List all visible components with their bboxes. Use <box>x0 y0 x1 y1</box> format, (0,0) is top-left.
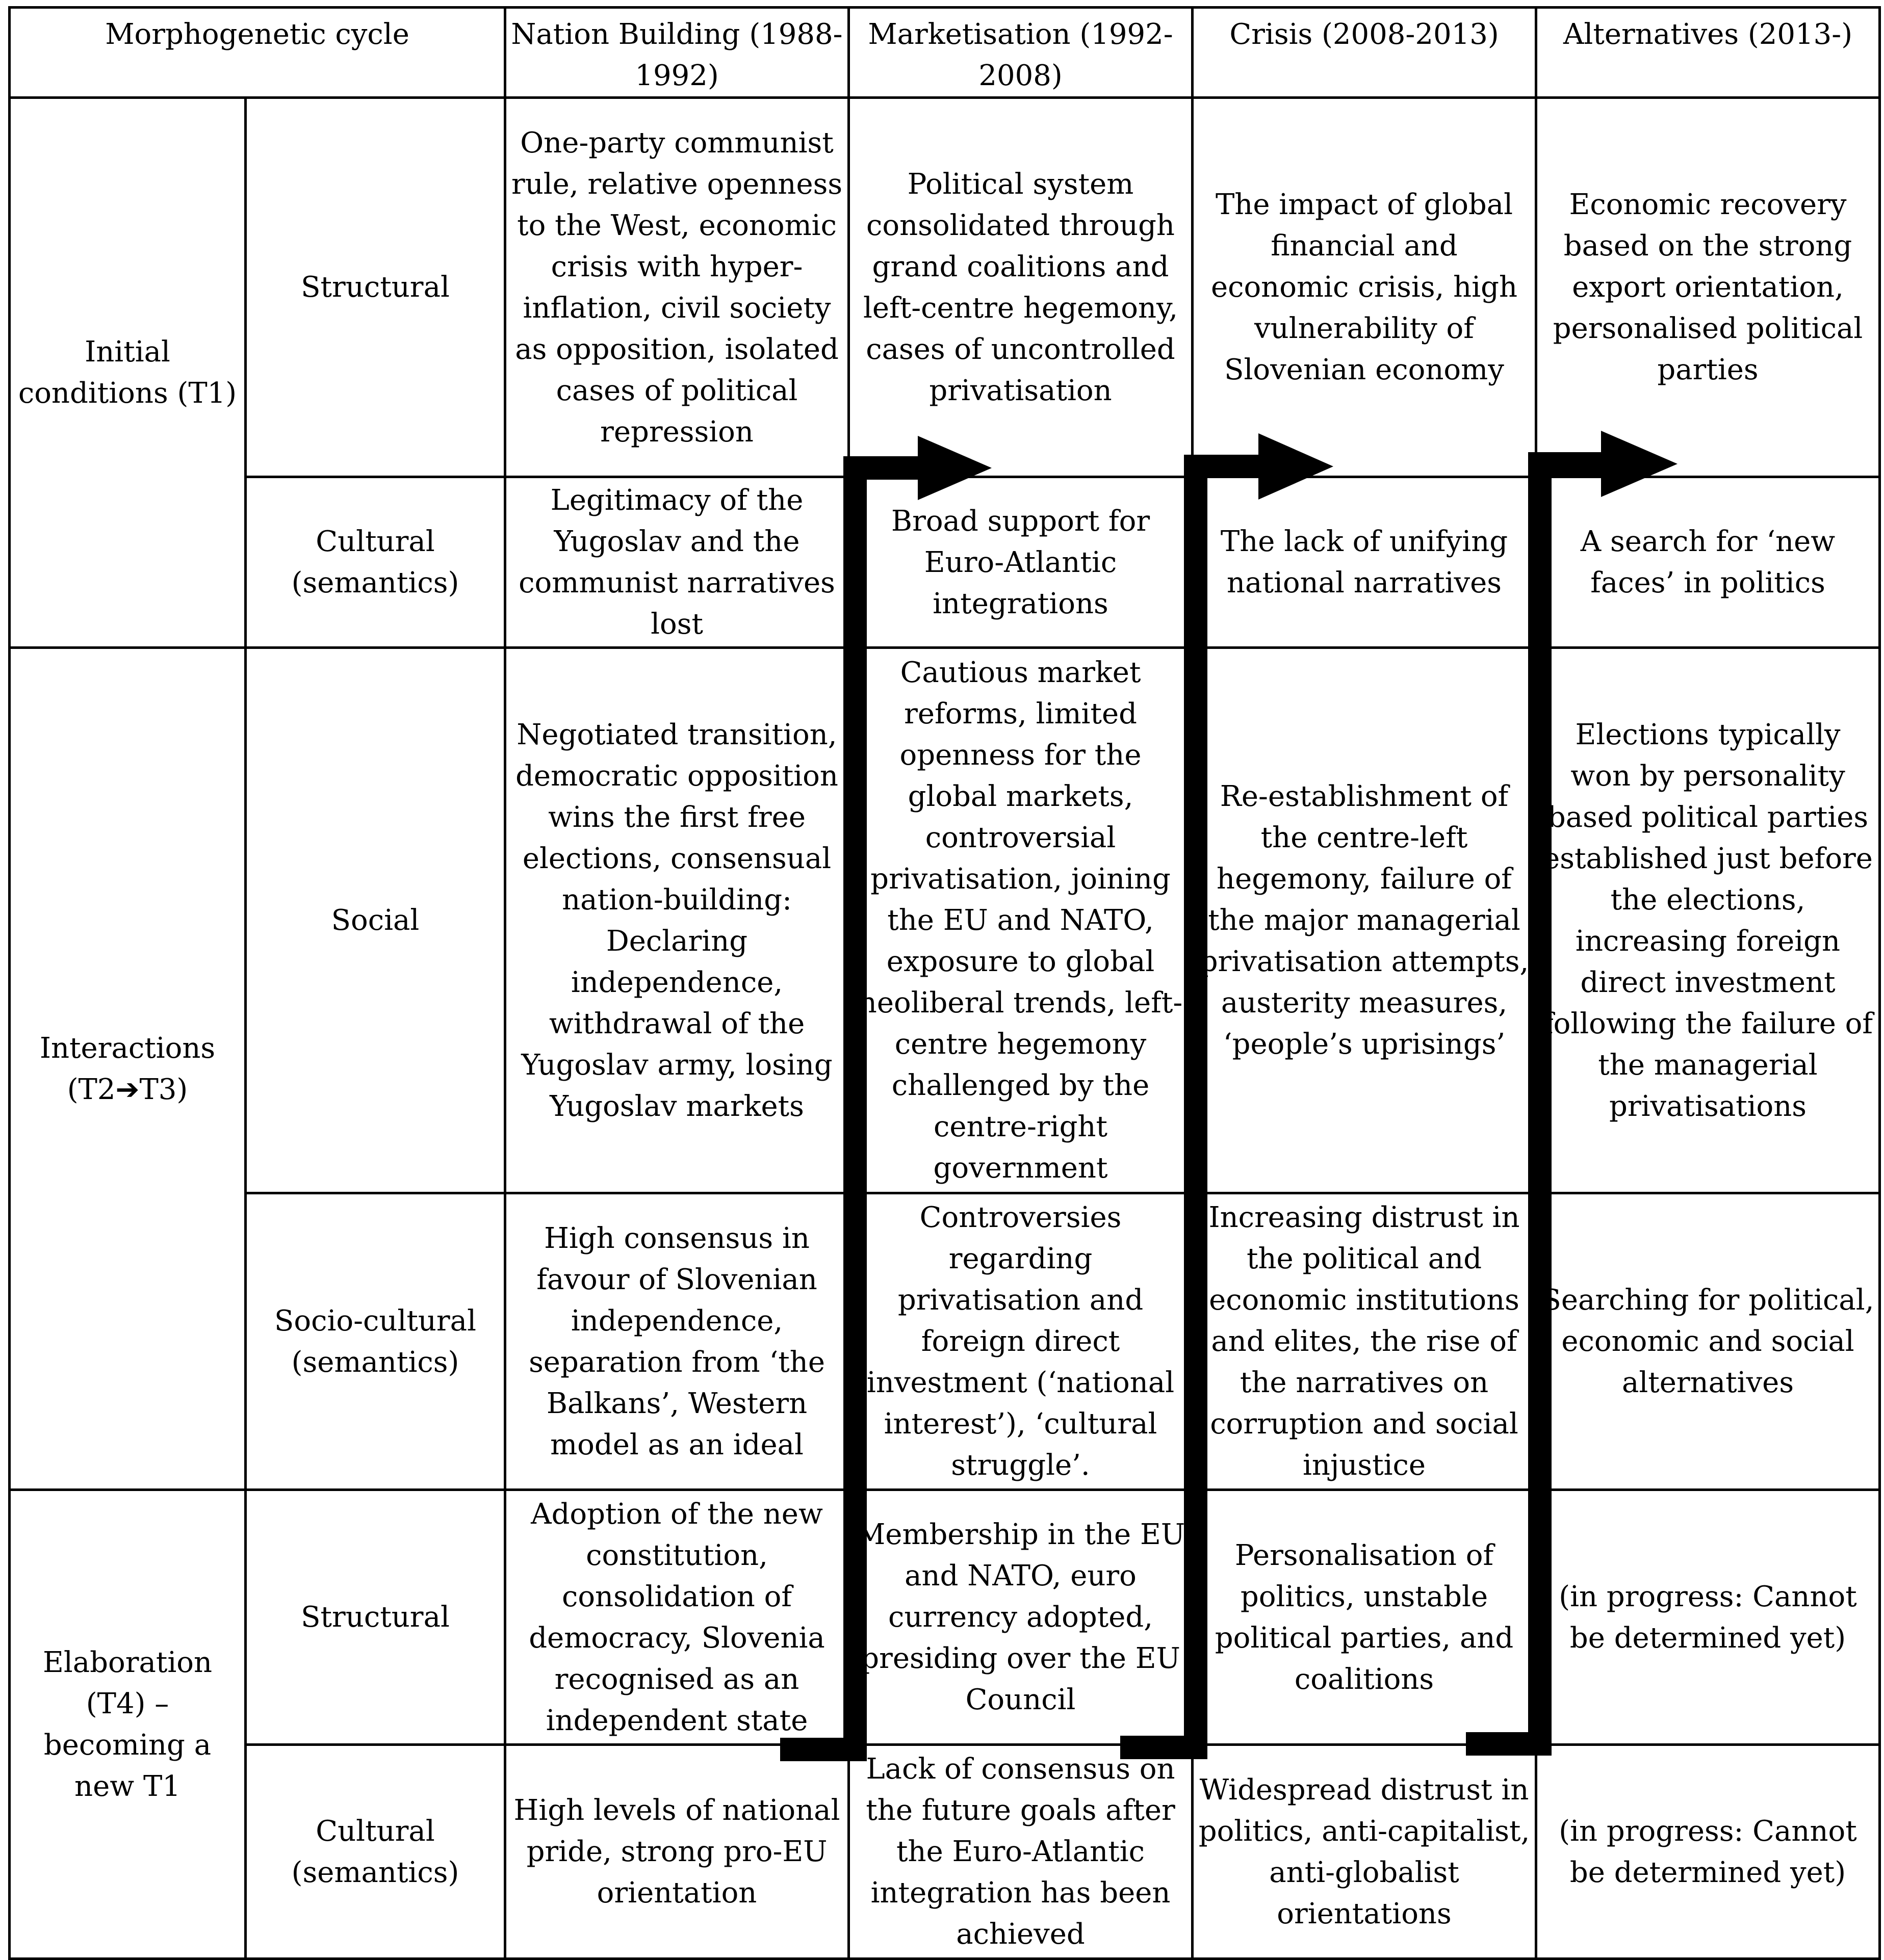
header-phase-crisis: Crisis (2008-2013) <box>1193 8 1536 98</box>
table-cell: Widespread distrust in politics, anti-capitalist, anti-globalist orientations <box>1193 1745 1536 1959</box>
table-cell: A search for ‘new faces’ in politics <box>1536 477 1880 648</box>
table-row <box>10 648 1880 1193</box>
table-cell: Adoption of the new constitution, consolidation of democracy, Slovenia recognised as an independent state <box>505 1490 849 1745</box>
table-cell: The lack of unifying national narratives <box>1193 477 1536 648</box>
morphogenetic-cycle-table <box>8 6 1881 1960</box>
table-row <box>10 477 1880 648</box>
sub-label: Structural <box>246 1490 505 1745</box>
table-cell: Personalisation of politics, unstable political parties, and coalitions <box>1193 1490 1536 1745</box>
header-phase-nation-building: Nation Building (1988-1992) <box>505 8 849 98</box>
table-row <box>10 1490 1880 1745</box>
table-cell: Cautious market reforms, limited openness for the global markets, controversial privatisation, joining the EU and NATO, exposure to global neoliberal trends, left-centre hegemony challenged by the centre-right government <box>849 648 1193 1193</box>
table-cell: (in progress: Cannot be determined yet) <box>1536 1490 1880 1745</box>
header-phase-alternatives: Alternatives (2013-) <box>1536 8 1880 98</box>
table-cell: High consensus in favour of Slovenian independence, separation from ‘the Balkans’, Western model as an ideal <box>505 1193 849 1490</box>
sub-label: Structural <box>246 98 505 477</box>
sub-label: Socio-cultural (semantics) <box>246 1193 505 1490</box>
table-cell: Lack of consensus on the future goals after the Euro-Atlantic integration has been achieved <box>849 1745 1193 1959</box>
table-cell: One-party communist rule, relative openness to the West, economic crisis with hyper-inflation, civil society as opposition, isolated cases of political repression <box>505 98 849 477</box>
table-cell: Broad support for Euro-Atlantic integrations <box>849 477 1193 648</box>
table-cell: Elections typically won by personality based political parties established just before the elections, increasing foreign direct investment following the failure of the managerial privatisations <box>1536 648 1880 1193</box>
group-label-initial-conditions: Initial conditions (T1) <box>10 98 246 648</box>
table-cell: Negotiated transition, democratic opposition wins the first free elections, consensual nation-building: Declaring independence, withdrawal of the Yugoslav army, losing Yugoslav markets <box>505 648 849 1193</box>
table-cell: Searching for political, economic and social alternatives <box>1536 1193 1880 1490</box>
table-cell: Re-establishment of the centre-left hegemony, failure of the major managerial privatisation attempts, austerity measures, ‘people’s uprisings’ <box>1193 648 1536 1193</box>
table-cell: Legitimacy of the Yugoslav and the communist narratives lost <box>505 477 849 648</box>
table-cell: Political system consolidated through grand coalitions and left-centre hegemony, cases of uncontrolled privatisation <box>849 98 1193 477</box>
group-label-interactions: Interactions (T2➔T3) <box>10 648 246 1490</box>
sub-label: Cultural (semantics) <box>246 1745 505 1959</box>
table-cell: Controversies regarding privatisation and foreign direct investment (‘national interest’), ‘cultural struggle’. <box>849 1193 1193 1490</box>
table-row <box>10 98 1880 477</box>
table-cell: Increasing distrust in the political and economic institutions and elites, the rise of the narratives on corruption and social injustice <box>1193 1193 1536 1490</box>
group-label-elaboration: Elaboration (T4) – becoming a new T1 <box>10 1490 246 1959</box>
table-row <box>10 1745 1880 1959</box>
sub-label: Social <box>246 648 505 1193</box>
table-row <box>10 1193 1880 1490</box>
header-phase-marketisation: Marketisation (1992-2008) <box>849 8 1193 98</box>
sub-label: Cultural (semantics) <box>246 477 505 648</box>
table-cell: High levels of national pride, strong pro-EU orientation <box>505 1745 849 1959</box>
table-cell: Membership in the EU and NATO, euro currency adopted, presiding over the EU Council <box>849 1490 1193 1745</box>
header-cycle: Morphogenetic cycle <box>10 8 505 98</box>
table-cell: The impact of global financial and economic crisis, high vulnerability of Slovenian economy <box>1193 98 1536 477</box>
header-row <box>10 8 1880 98</box>
table-cell: (in progress: Cannot be determined yet) <box>1536 1745 1880 1959</box>
table-cell: Economic recovery based on the strong export orientation, personalised political parties <box>1536 98 1880 477</box>
